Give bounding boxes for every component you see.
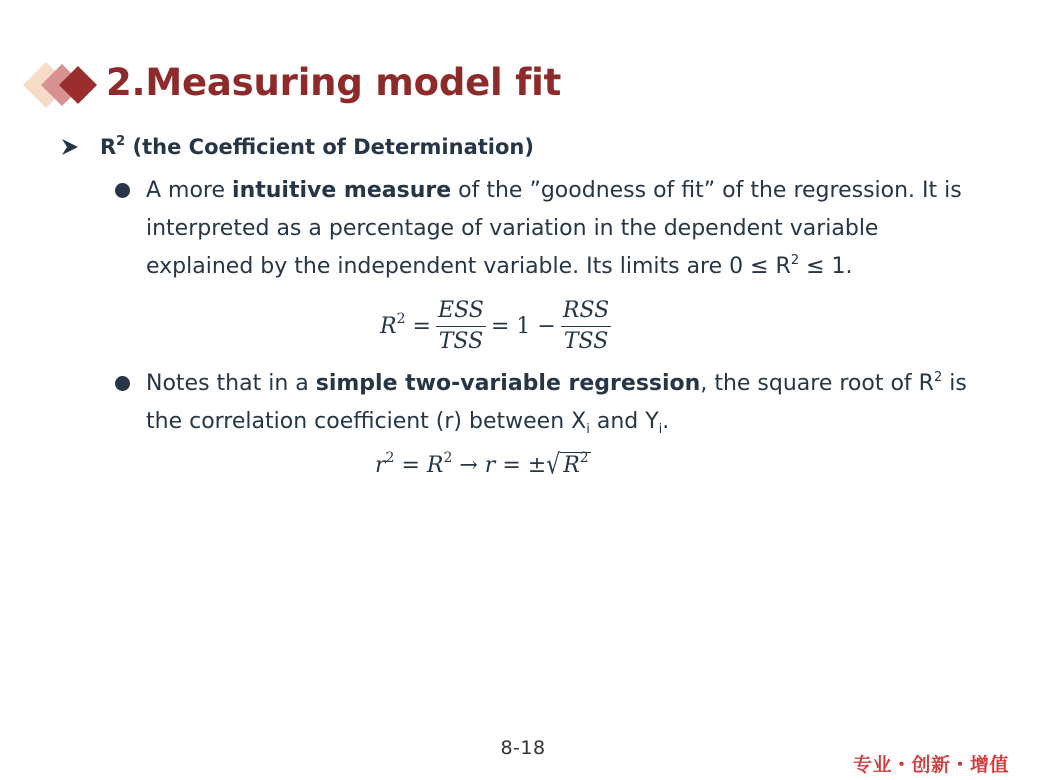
section-heading: $R^2$ (the Coefficient of Determination) — [100, 134, 534, 159]
footer-slogan: 专业・创新・增值 — [853, 754, 1010, 776]
page-number: 8-18 — [500, 737, 546, 759]
arrow-bullet-icon — [60, 136, 80, 158]
square-root-icon: √ — [546, 449, 561, 481]
bullet-paragraph-1: A more intuitive measure of the ”goodness of fit” of the regression. It is interpreted as a percentage of variation in the dependent variable explained by the independent variable. Its limits are $0 \le R^2 \le 1$. — [146, 178, 962, 279]
formula-correlation: $r^2 = R^2 \to r$ = ±√ $R^2$ — [375, 450, 591, 481]
formula-r-squared: $R^2$ = $\frac{\text{ESS}}{\text{TSS}}$ = 1 − $\frac{\text{RSS}}{\text{TSS}}$ — [380, 298, 610, 354]
diamond-logo-icon — [22, 58, 102, 112]
round-bullet-icon — [115, 183, 130, 198]
bullet-paragraph-2: Notes that in a simple two-variable regression, the square root of $R^2$ is the correlation coefficient (r) between $X_i$ and $Y_i$. — [146, 370, 967, 437]
slide-title: 2.Measuring model fit — [106, 61, 562, 104]
round-bullet-icon — [115, 376, 130, 391]
